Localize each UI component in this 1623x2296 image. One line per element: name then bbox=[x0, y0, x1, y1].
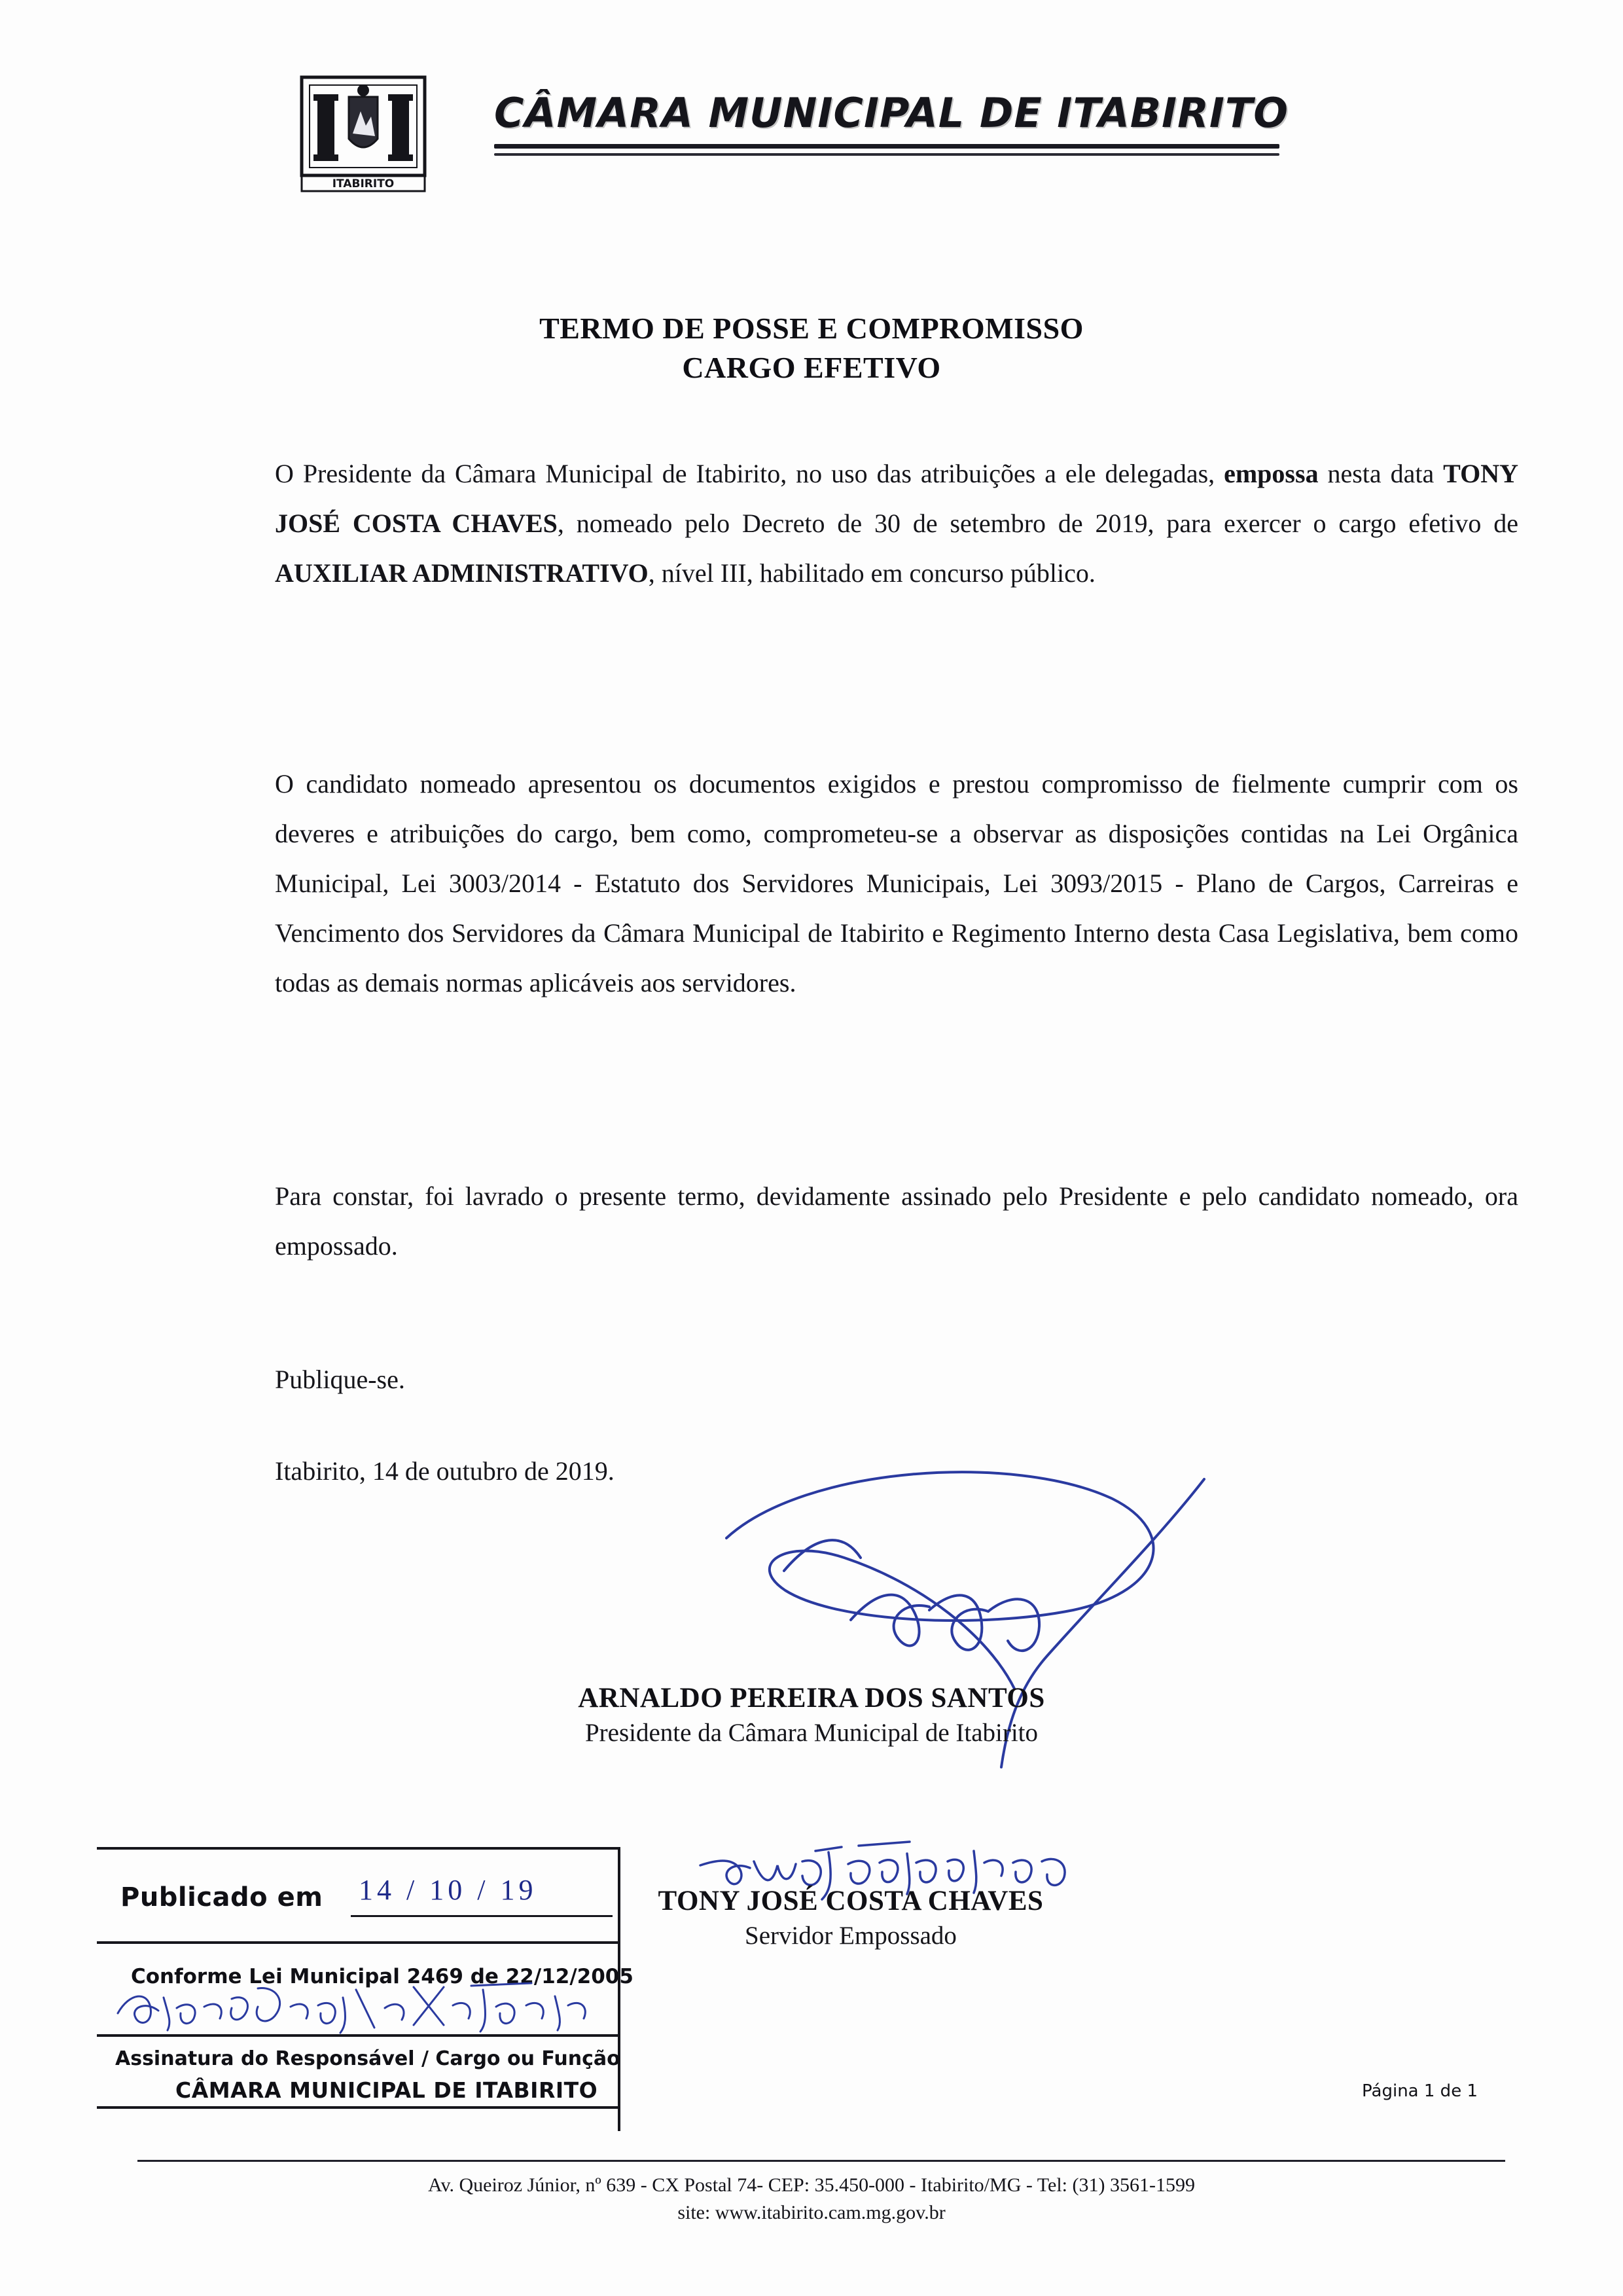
stamp-top-border bbox=[97, 1847, 620, 1850]
footer-address: Av. Queiroz Júnior, nº 639 - CX Postal 74- CEP: 35.450-000 - Itabirito/MG - Tel: (31) 3561-1599 bbox=[428, 2174, 1195, 2196]
coat-of-arms-icon bbox=[298, 71, 429, 195]
organization-title: CÂMARA MUNICIPAL DE ITABIRITO bbox=[494, 89, 1289, 137]
document-header bbox=[298, 71, 1469, 208]
p1-bold-empossa: empossa bbox=[1224, 459, 1319, 488]
paragraph-place-date: Itabirito, 14 de outubro de 2019. bbox=[275, 1456, 615, 1486]
p1-bold-role: AUXILIAR ADMINISTRATIVO bbox=[275, 558, 649, 588]
stamp-day: 14 bbox=[359, 1874, 395, 1906]
stamp-published-text: Publicado em bbox=[120, 1882, 323, 1912]
stamp-divider-3 bbox=[97, 2106, 620, 2109]
paragraph-publique: Publique-se. bbox=[275, 1365, 405, 1394]
svg-text:ITABIRITO: ITABIRITO bbox=[332, 177, 395, 190]
stamp-month: 10 bbox=[429, 1874, 467, 1906]
header-divider bbox=[494, 144, 1279, 149]
servant-name: TONY JOSÉ COSTA CHAVES bbox=[658, 1886, 1044, 1916]
paragraph-compromisso: O candidato nomeado apresentou os documentos exigidos e prestou compromisso de fielmente cumprir com os deveres e atribuições do cargo, bem como, comprometeu-se a observar as disposições contidas na Lei Orgânica Municipal, Lei 3003/2014 - Estatuto dos Servidores Municipais, Lei 3093/2015 - Plano de Cargos, Carreiras e Vencimento dos Servidores da Câmara Municipal de Itabirito e Regimento Interno desta Casa Legislativa, bem como todas as demais normas aplicáveis aos servidores. bbox=[275, 769, 1518, 997]
president-signature-block bbox=[0, 1682, 1623, 1748]
responsible-signature-mark bbox=[113, 1982, 597, 2034]
page-number: Página 1 de 1 bbox=[1362, 2081, 1478, 2101]
paragraph-empossa bbox=[275, 449, 1518, 598]
doc-title-line-1: TERMO DE POSSE E COMPROMISSO bbox=[539, 312, 1084, 345]
stamp-sep-2: / bbox=[477, 1874, 490, 1906]
footer-divider bbox=[137, 2160, 1505, 2162]
president-role: Presidente da Câmara Municipal de Itabirito bbox=[584, 1719, 1039, 1747]
footer-site: site: www.itabirito.cam.mg.gov.br bbox=[677, 2202, 946, 2223]
footer bbox=[0, 2172, 1623, 2227]
stamp-date-underline bbox=[351, 1915, 613, 1917]
servant-role: Servidor Empossado bbox=[745, 1922, 957, 1950]
president-name: ARNALDO PEREIRA DOS SANTOS bbox=[578, 1683, 1045, 1713]
publication-stamp bbox=[97, 1847, 673, 2135]
stamp-right-border bbox=[618, 1847, 620, 2131]
p1-bold-name: TONY JOSÉ COSTA CHAVES bbox=[275, 459, 1518, 538]
stamp-published-label bbox=[120, 1882, 323, 1912]
stamp-responsible-label: Assinatura do Responsável / Cargo ou Função bbox=[115, 2047, 620, 2070]
p1-text-2: nesta data bbox=[1318, 459, 1444, 488]
p1-text-4: , nível III, habilitado em concurso público. bbox=[648, 558, 1096, 588]
page-title bbox=[0, 309, 1623, 387]
p1-text-3: , nomeado pelo Decreto de 30 de setembro de 2019, para exercer o cargo efetivo de bbox=[557, 509, 1518, 538]
paragraph-constar: Para constar, foi lavrado o presente termo, devidamente assinado pelo Presidente e pelo candidato nomeado, ora empossado. bbox=[275, 1181, 1518, 1261]
stamp-sep-1: / bbox=[406, 1874, 419, 1906]
p1-text-1: O Presidente da Câmara Municipal de Itabirito, no uso das atribuições a ele delegadas, bbox=[275, 459, 1224, 488]
stamp-published-date bbox=[359, 1873, 537, 1907]
stamp-year: 19 bbox=[500, 1874, 537, 1906]
stamp-divider-1 bbox=[97, 1941, 620, 1944]
doc-title-line-2: CARGO EFETIVO bbox=[682, 351, 941, 384]
header-divider-secondary bbox=[494, 153, 1279, 156]
stamp-divider-2 bbox=[97, 2034, 620, 2037]
stamp-organization: CÂMARA MUNICIPAL DE ITABIRITO bbox=[175, 2077, 598, 2103]
stamp-law-text: Conforme Lei Municipal 2469 de 22/12/2005 bbox=[131, 1965, 633, 1988]
